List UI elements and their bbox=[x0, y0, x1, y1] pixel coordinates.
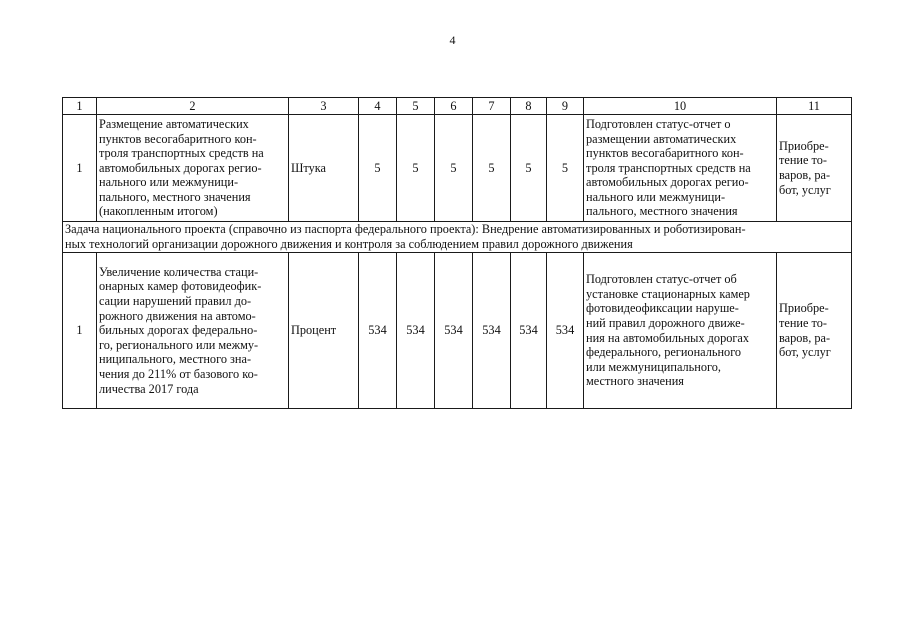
result-line: Подготовлен статус-отчет об bbox=[586, 272, 737, 287]
unit-cell: Процент bbox=[289, 253, 359, 409]
result-line: ния на автомобильных дорогах bbox=[586, 330, 750, 345]
value-cell: 534 bbox=[547, 253, 584, 409]
indicator-name-line: (накопленным итогом) bbox=[99, 204, 218, 219]
indicator-name-line: пунктов весогабаритного кон- bbox=[99, 131, 257, 146]
value-cell: 534 bbox=[397, 253, 435, 409]
column-header: 8 bbox=[511, 98, 547, 115]
method-line: Приобре- bbox=[779, 138, 829, 153]
method-line: варов, ра- bbox=[779, 330, 831, 345]
indicator-name-line: чения до 211% от базового ко- bbox=[99, 366, 258, 381]
table-row bbox=[63, 253, 852, 409]
task-line: ных технологий организации дорожного движения и контроля за соблюдением правил дорожного движения bbox=[65, 237, 633, 251]
result-line: нального или межмуници- bbox=[586, 189, 726, 204]
page-number: 4 bbox=[449, 33, 456, 47]
value-cell: 5 bbox=[547, 115, 584, 222]
value-cell: 534 bbox=[511, 253, 547, 409]
indicator-name-line: ниципального, местного зна- bbox=[99, 352, 252, 367]
result-line: ний правил дорожного движе- bbox=[586, 315, 745, 330]
table-header-row bbox=[63, 98, 852, 115]
data-table bbox=[62, 97, 852, 409]
result-line: пального, местного значения bbox=[586, 204, 738, 219]
method-line: тение то- bbox=[779, 315, 827, 330]
indicator-name bbox=[97, 115, 289, 222]
value-cell: 5 bbox=[473, 115, 511, 222]
unit-cell: Штука bbox=[289, 115, 359, 222]
value-cell: 5 bbox=[359, 115, 397, 222]
indicator-name-line: нального или межмуници- bbox=[99, 175, 239, 190]
result-line: троля транспортных средств на bbox=[586, 160, 751, 175]
indicator-name-line: бильных дорогах федерально- bbox=[99, 323, 258, 338]
result-description bbox=[584, 253, 777, 409]
value-cell: 5 bbox=[511, 115, 547, 222]
indicator-name-line: Размещение автоматических bbox=[99, 116, 249, 131]
method-cell bbox=[777, 253, 852, 409]
result-line: установке стационарных камер bbox=[586, 286, 750, 301]
indicator-name-line: пального, местного значения bbox=[99, 189, 251, 204]
column-header: 9 bbox=[547, 98, 584, 115]
method-line: Приобре- bbox=[779, 301, 829, 316]
task-description bbox=[63, 222, 852, 253]
result-line: фотовидеофиксации наруше- bbox=[586, 301, 739, 316]
method-cell bbox=[777, 115, 852, 222]
value-cell: 534 bbox=[435, 253, 473, 409]
row-number: 1 bbox=[63, 253, 97, 409]
column-header: 1 bbox=[63, 98, 97, 115]
indicator-name bbox=[97, 253, 289, 409]
result-line: автомобильных дорогах регио- bbox=[586, 175, 749, 190]
column-header: 2 bbox=[97, 98, 289, 115]
result-line: местного значения bbox=[586, 374, 684, 389]
result-line: размещении автоматических bbox=[586, 131, 737, 146]
value-cell: 5 bbox=[397, 115, 435, 222]
method-line: тение то- bbox=[779, 153, 827, 168]
column-header: 10 bbox=[584, 98, 777, 115]
value-cell: 534 bbox=[473, 253, 511, 409]
column-header: 3 bbox=[289, 98, 359, 115]
method-line: варов, ра- bbox=[779, 168, 831, 182]
indicator-name-line: личества 2017 года bbox=[99, 381, 199, 396]
indicator-name-line: го, регионального или межму- bbox=[99, 337, 259, 352]
column-header: 11 bbox=[777, 98, 852, 115]
indicator-name-line: рожного движения на автомо- bbox=[99, 308, 256, 323]
indicator-name-line: сации нарушений правил до- bbox=[99, 294, 252, 309]
result-line: Подготовлен статус-отчет о bbox=[586, 116, 731, 131]
column-header: 6 bbox=[435, 98, 473, 115]
method-line: бот, услуг bbox=[779, 182, 831, 197]
indicator-name-line: троля транспортных средств на bbox=[99, 146, 264, 161]
indicator-name-line: автомобильных дорогах регио- bbox=[99, 160, 262, 175]
column-header: 5 bbox=[397, 98, 435, 115]
row-number: 1 bbox=[63, 115, 97, 222]
result-line: федерального, регионального bbox=[586, 345, 742, 360]
result-description bbox=[584, 115, 777, 222]
table-row bbox=[63, 115, 852, 222]
value-cell: 5 bbox=[435, 115, 473, 222]
indicator-name-line: Увеличение количества стаци- bbox=[99, 264, 259, 279]
method-line: бот, услуг bbox=[779, 345, 831, 360]
column-header: 4 bbox=[359, 98, 397, 115]
task-line: Задача национального проекта (справочно из паспорта федерального проекта): Внедрение автоматизированных и роботизирован- bbox=[65, 222, 746, 237]
task-row bbox=[63, 222, 852, 253]
result-line: пунктов весогабаритного кон- bbox=[586, 146, 744, 161]
result-line: или межмуниципального, bbox=[586, 359, 721, 374]
value-cell: 534 bbox=[359, 253, 397, 409]
indicator-name-line: онарных камер фотовидеофик- bbox=[99, 279, 262, 294]
column-header: 7 bbox=[473, 98, 511, 115]
